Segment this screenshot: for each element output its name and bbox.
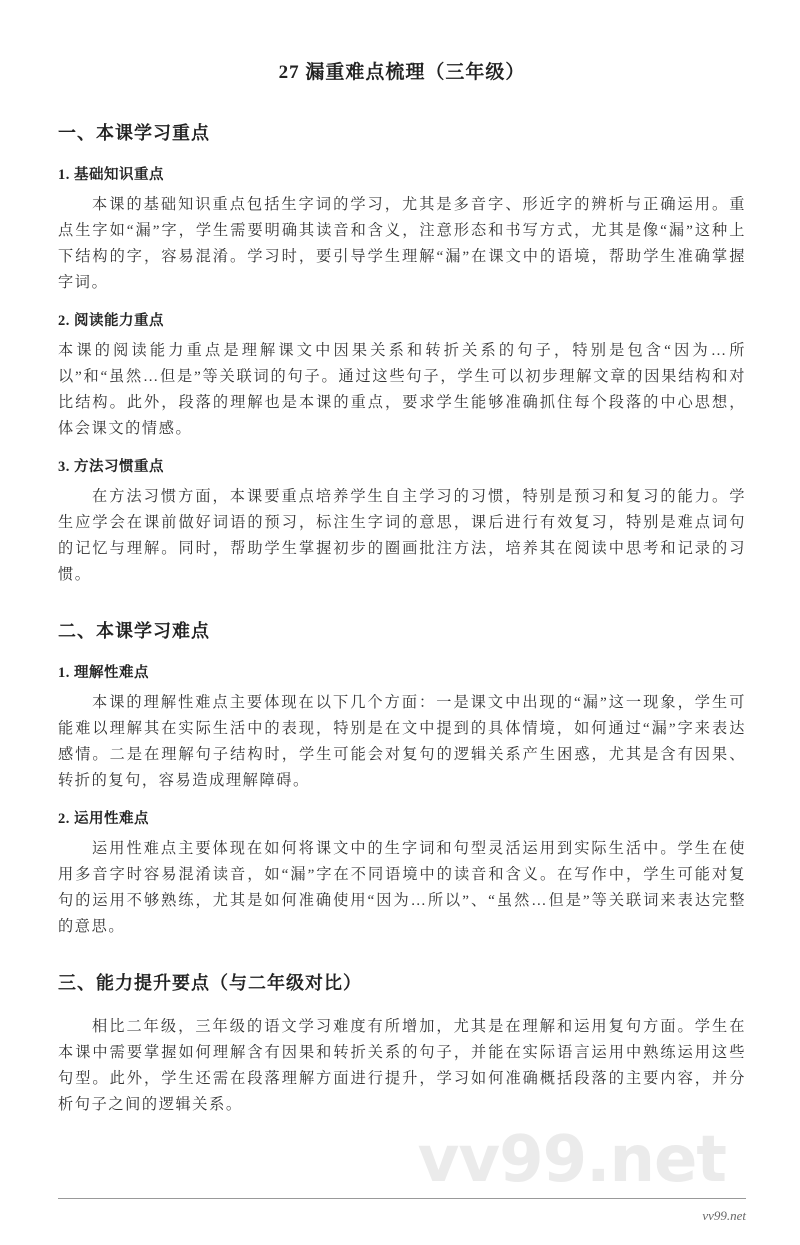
document-page bbox=[58, 0, 746, 1245]
section-heading-2: 二、本课学习难点 bbox=[58, 621, 210, 641]
footer-site-label: vv99.net bbox=[702, 1208, 746, 1223]
watermark: vv99.net bbox=[417, 1123, 726, 1197]
paragraph: 相比二年级，三年级的语文学习难度有所增加，尤其是在理解和运用复句方面。学生在本课中需要掌握如何理解含有因果和转折关系的句子，并能在实际语言运用中熟练运用这些句型。此外，学生还需在段落理解方面进行提升，学习如何准确概括段落的主要内容，并分析句子之间的逻辑关系。 bbox=[58, 1018, 746, 1113]
footer-divider bbox=[58, 1198, 746, 1199]
paragraph: 本课的理解性难点主要体现在以下几个方面：一是课文中出现的“漏”这一现象，学生可能难以理解其在实际生活中的表现，特别是在文中提到的具体情境，如何通过“漏”字来表达感情。二是在理解句子结构时，学生可能会对复句的逻辑关系产生困惑，尤其是含有因果、转折的复句，容易造成理解障碍。 bbox=[58, 694, 746, 789]
watermark-row bbox=[58, 1123, 746, 1197]
document-title: 27 漏重难点梳理（三年级） bbox=[278, 62, 526, 83]
section-heading-3: 三、能力提升要点（与二年级对比） bbox=[58, 973, 362, 993]
subsection-heading: 2. 阅读能力重点 bbox=[58, 313, 164, 329]
paragraph: 本课的阅读能力重点是理解课文中因果关系和转折关系的句子，特别是包含“因为…所以”和“虽然…但是”等关联词的句子。通过这些句子，学生可以初步理解文章的因果结构和对比结构。此外，段落的理解也是本课的重点，要求学生能够准确抓住每个段落的中心思想，体会课文的情感。 bbox=[58, 342, 746, 437]
paragraph: 本课的基础知识重点包括生字词的学习，尤其是多音字、形近字的辨析与正确运用。重点生字如“漏”字，学生需要明确其读音和含义，注意形态和书写方式，尤其是像“漏”这种上下结构的字，容易混淆。学习时，要引导学生理解“漏”在课文中的语境，帮助学生准确掌握字词。 bbox=[58, 196, 746, 291]
subsection-heading: 1. 基础知识重点 bbox=[58, 167, 164, 183]
subsection-heading: 1. 理解性难点 bbox=[58, 665, 149, 681]
section-heading-1: 一、本课学习重点 bbox=[58, 123, 210, 143]
subsection-heading: 3. 方法习惯重点 bbox=[58, 459, 164, 475]
paragraph: 运用性难点主要体现在如何将课文中的生字词和句型灵活运用到实际生活中。学生在使用多音字时容易混淆读音，如“漏”字在不同语境中的读音和含义。在写作中，学生可能对复句的运用不够熟练，尤其是如何准确使用“因为…所以”、“虽然…但是”等关联词来表达完整的意思。 bbox=[58, 840, 746, 935]
paragraph: 在方法习惯方面，本课要重点培养学生自主学习的习惯，特别是预习和复习的能力。学生应学会在课前做好词语的预习，标注生字词的意思，课后进行有效复习，特别是难点词句的记忆与理解。同时，帮助学生掌握初步的圈画批注方法，培养其在阅读中思考和记录的习惯。 bbox=[58, 488, 746, 583]
subsection-heading: 2. 运用性难点 bbox=[58, 811, 149, 827]
